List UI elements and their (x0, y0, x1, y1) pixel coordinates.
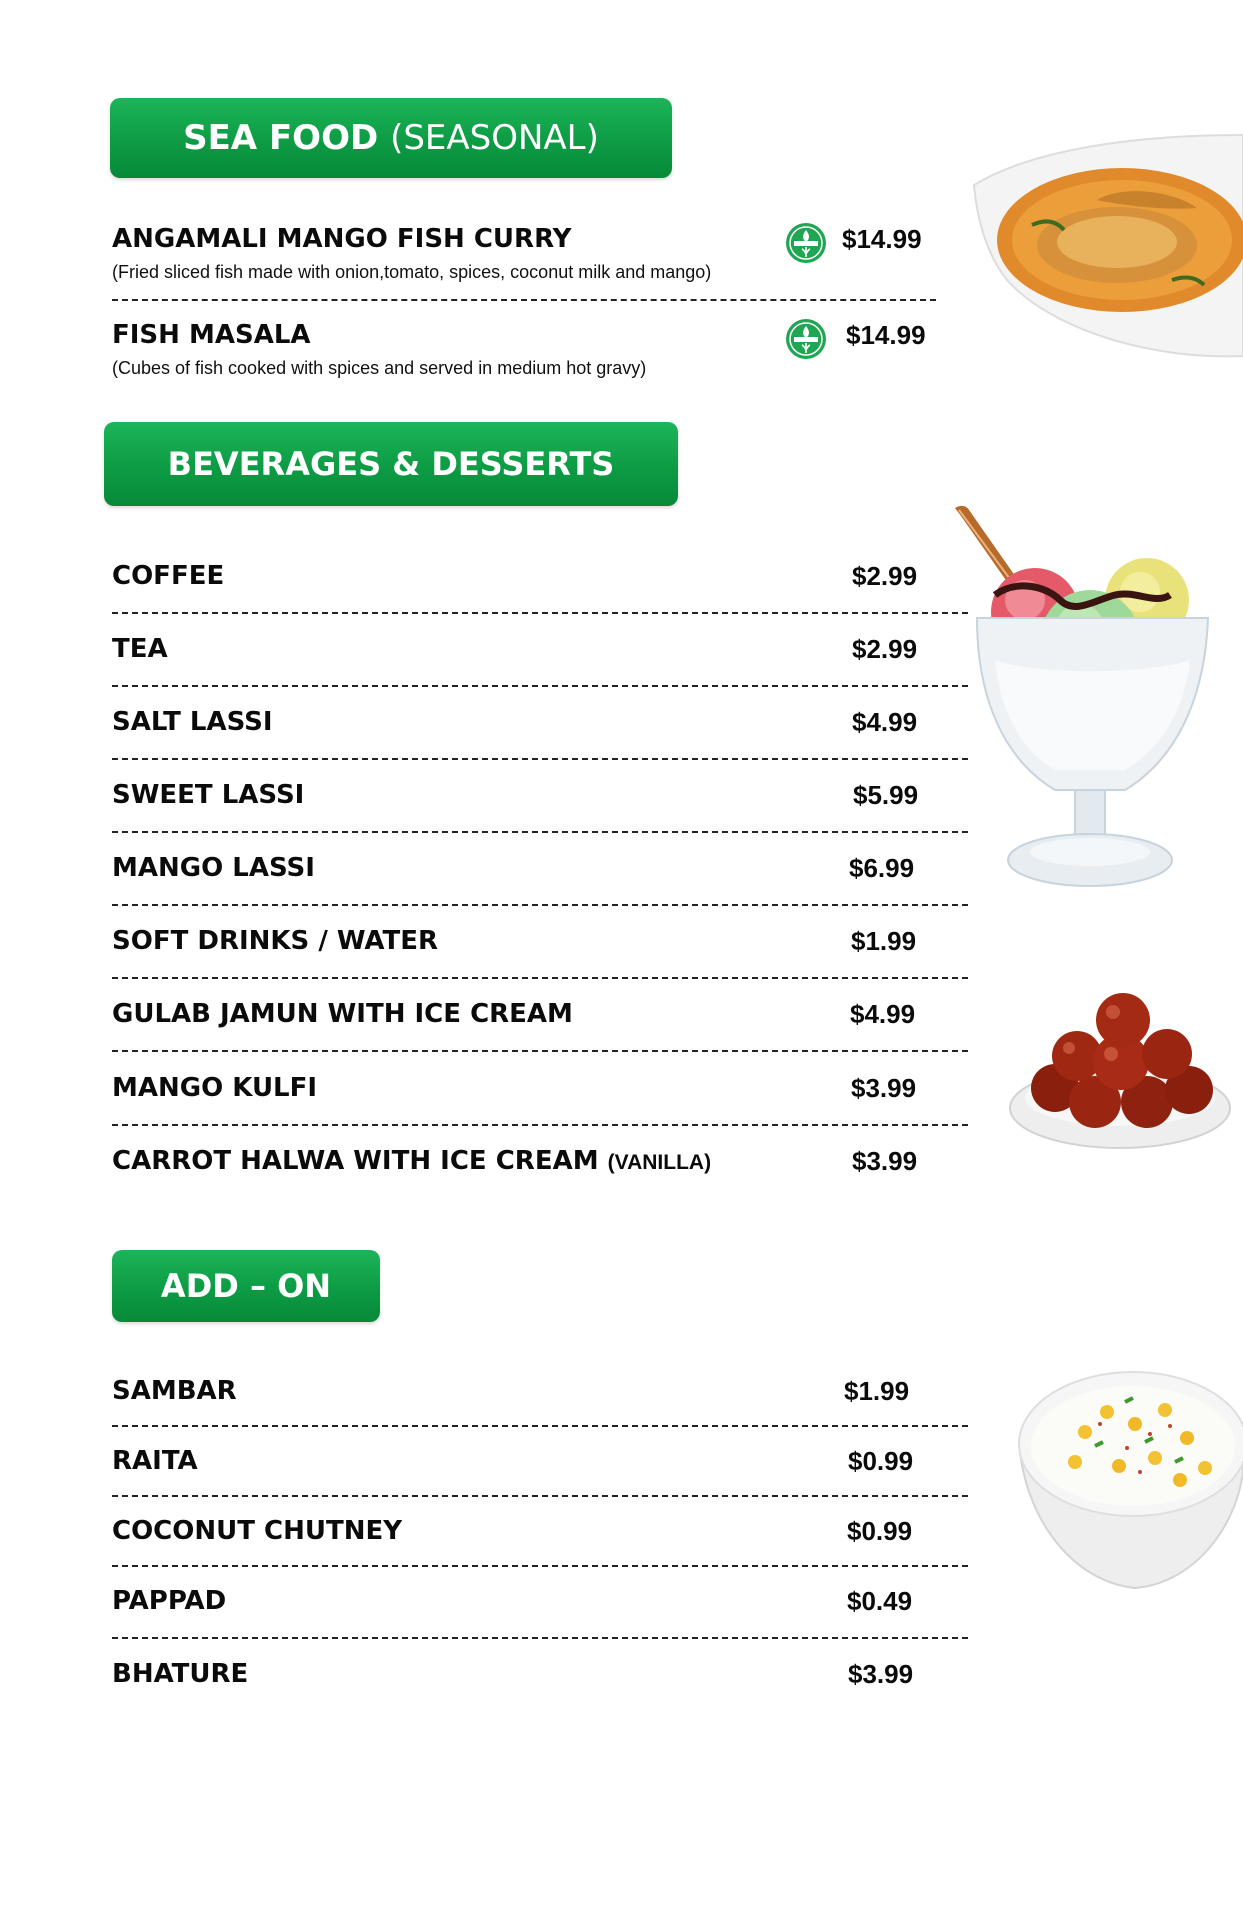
divider (112, 758, 968, 760)
menu-item-name: RAITA (112, 1446, 198, 1476)
divider (112, 685, 968, 687)
menu-item-name: BHATURE (112, 1659, 249, 1689)
menu-item-name: SOFT DRINKS / WATER (112, 926, 439, 956)
menu-item-price: $1.99 (851, 926, 917, 956)
menu-item-description: (Fried sliced fish made with onion,tomato, spices, coconut milk and mango) (112, 262, 712, 282)
beverages-title: BEVERAGES & DESSERTS (167, 445, 615, 483)
menu-item-name: SAMBAR (112, 1376, 237, 1406)
menu-item-note: (VANILLA) (607, 1151, 712, 1174)
menu-item-price: $2.99 (852, 634, 918, 664)
menu-item-name: SALT LASSI (112, 707, 273, 737)
divider (112, 1425, 968, 1427)
addon-title: ADD – ON (160, 1267, 332, 1305)
menu-item-price: $4.99 (850, 999, 916, 1029)
menu-item-price: $5.99 (853, 780, 919, 810)
gluten-free-icon (785, 222, 827, 264)
seafood-title-light: (SEASONAL) (390, 118, 599, 158)
gluten-free-icon (785, 318, 827, 360)
menu-item-price: $3.99 (851, 1073, 917, 1103)
menu-item-price: $14.99 (842, 224, 922, 254)
menu-item-name: PAPPAD (112, 1586, 227, 1616)
menu-item-name: TEA (112, 634, 168, 664)
divider (112, 1050, 968, 1052)
section-header-addon (112, 1250, 380, 1322)
menu-item-name: SWEET LASSI (112, 780, 305, 810)
menu-item-name: COFFEE (112, 561, 225, 591)
menu-item-price: $6.99 (849, 853, 915, 883)
menu-item-description: (Cubes of fish cooked with spices and served in medium hot gravy) (112, 358, 647, 378)
section-header-seafood (110, 98, 672, 178)
menu-item-price: $3.99 (852, 1146, 918, 1176)
fish-curry-image (972, 130, 1243, 366)
divider (112, 1637, 968, 1639)
menu-item-name: MANGO KULFI (112, 1073, 318, 1103)
divider (112, 612, 968, 614)
divider (112, 1565, 968, 1567)
menu-item-name: GULAB JAMUN WITH ICE CREAM (112, 999, 573, 1029)
gulab-jamun-image (1005, 990, 1235, 1160)
menu-item-name: ANGAMALI MANGO FISH CURRY (112, 224, 572, 254)
ice-cream-sundae-image (955, 500, 1225, 900)
menu-item-price: $1.99 (844, 1376, 910, 1406)
seafood-title-bold: SEA FOOD (183, 118, 379, 158)
menu-item-price: $3.99 (848, 1659, 914, 1689)
menu-item-name-text: CARROT HALWA WITH ICE CREAM (112, 1146, 599, 1176)
menu-item-price: $0.49 (847, 1586, 913, 1616)
menu-item-price: $4.99 (852, 707, 918, 737)
divider (112, 977, 968, 979)
menu-item-price: $2.99 (852, 561, 918, 591)
menu-item-name (112, 1146, 711, 1176)
menu-item-price: $14.99 (846, 320, 926, 350)
menu-item-price: $0.99 (848, 1446, 914, 1476)
divider (112, 1124, 968, 1126)
menu-item-price: $0.99 (847, 1516, 913, 1546)
menu-item-name: FISH MASALA (112, 320, 311, 350)
divider (112, 904, 968, 906)
menu-item-name: MANGO LASSI (112, 853, 315, 883)
section-header-beverages (104, 422, 678, 506)
divider (112, 1495, 968, 1497)
menu-item-name: COCONUT CHUTNEY (112, 1516, 403, 1546)
divider (112, 299, 936, 301)
divider (112, 831, 968, 833)
raita-image (1015, 1362, 1243, 1600)
